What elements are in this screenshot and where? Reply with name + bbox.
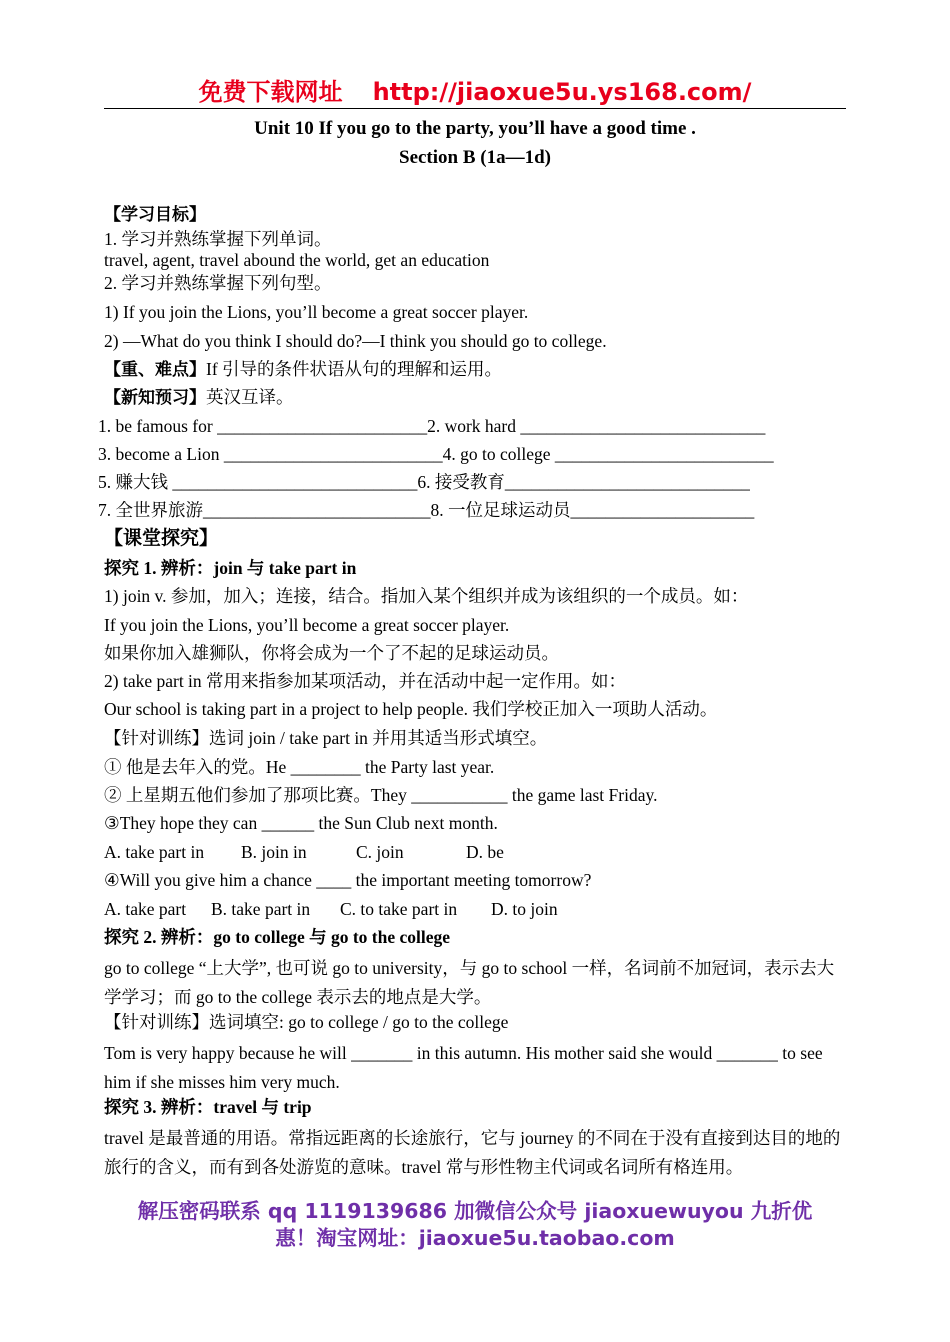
explore-3-title: 探究 3. 辨析：travel 与 trip — [104, 1097, 312, 1117]
key-points — [104, 358, 502, 381]
explore-1-exercise-heading: 【针对训练】选词 join / take part in 并用其适当形式填空。 — [104, 728, 548, 748]
explore-3-paragraph: travel 是最普通的用语。常指远距离的长途旅行，它与 journey 的不同在于没有直接到达目的地的旅行的含义，而有到各处游览的意味。travel 常与形性物主代词或名词所有格连用。 — [104, 1128, 841, 1177]
answer-option: D. be — [466, 842, 504, 862]
answer-option: D. to join — [491, 899, 558, 919]
preview-row — [98, 471, 750, 493]
preview-row — [98, 443, 774, 465]
header-banner — [104, 76, 846, 109]
answer-options — [104, 841, 504, 863]
header-label: 免费下载网址 — [198, 78, 343, 106]
preview-item: 1. be famous for ________________________ — [98, 416, 428, 436]
explore-1-line: Our school is taking part in a project to help people. 我们学校正加入一项助人活动。 — [104, 699, 718, 719]
answer-options — [104, 898, 558, 920]
goals-heading: 【学习目标】 — [104, 205, 206, 225]
answer-option: C. join — [356, 842, 404, 862]
goals-item-1: 1. 学习并熟练掌握下列单词。 — [104, 229, 332, 249]
answer-option: C. to take part in — [340, 899, 458, 919]
key-text: If 引导的条件状语从句的理解和运用。 — [206, 359, 503, 379]
answer-option: A. take part — [104, 899, 187, 919]
answer-option: B. join in — [241, 842, 307, 862]
key-heading: 【重、难点】 — [104, 360, 206, 380]
preview-heading: 【新知预习】 — [104, 388, 206, 408]
unit-title: Unit 10 If you go to the party, you’ll have a good time . — [254, 118, 696, 139]
preview-line — [104, 386, 294, 409]
explore-1-line: 1) join v. 参加，加入；连接，结合。指加入某个组织并成为该组织的一个成员。如： — [104, 586, 749, 606]
exercise-question: ① 他是去年入的党。He ________ the Party last year. — [104, 757, 495, 777]
header-url-link[interactable]: http://jiaoxue5u.ys168.com/ — [372, 78, 752, 106]
preview-item: 2. work hard ____________________________ — [427, 416, 766, 436]
preview-item: 6. 接受教育____________________________ — [417, 472, 750, 492]
preview-row — [98, 415, 765, 437]
preview-item: 4. go to college _________________________ — [442, 444, 774, 464]
goals-sentence-2: 2) —What do you think I should do?—I think you should go to college. — [104, 331, 607, 351]
explore-1-line: If you join the Lions, you’ll become a great soccer player. — [104, 615, 510, 635]
goals-item-2: 2. 学习并熟练掌握下列句型。 — [104, 273, 332, 293]
goals-sentence-1: 1) If you join the Lions, you’ll become a great soccer player. — [104, 302, 529, 322]
section-title: Section B (1a—1d) — [399, 147, 551, 168]
explore-2-title: 探究 2. 辨析：go to college 与 go to the college — [104, 927, 451, 947]
explore-2-exercise-heading: 【针对训练】选词填空: go to college / go to the college — [104, 1012, 509, 1032]
answer-option: A. take part in — [104, 842, 205, 862]
answer-option: B. take part in — [211, 899, 311, 919]
explore-1-line: 2) take part in 常用来指参加某项活动，并在活动中起一定作用。如： — [104, 671, 627, 691]
explore-heading: 【课堂探究】 — [104, 527, 219, 549]
exercise-question: ③They hope they can ______ the Sun Club next month. — [104, 813, 498, 833]
footer-line-1: 解压密码联系 qq 1119139686 加微信公众号 jiaoxuewuyou 九折优 — [137, 1199, 813, 1223]
preview-item: 5. 赚大钱 ____________________________ — [98, 472, 418, 492]
preview-row — [98, 499, 754, 521]
footer-promo — [104, 1198, 846, 1252]
explore-1-line: 如果你加入雄狮队，你将会成为一个了不起的足球运动员。 — [104, 643, 559, 663]
footer-line-2[interactable]: 惠！淘宝网址：jiaoxue5u.taobao.com — [275, 1226, 675, 1250]
explore-2-exercise: Tom is very happy because he will _______ in this autumn. His mother said she would _______ to see him if she misses him very much. — [104, 1043, 823, 1092]
preview-item: 3. become a Lion _________________________ — [98, 444, 443, 464]
preview-item: 8. 一位足球运动员_____________________ — [430, 500, 755, 520]
preview-item: 7. 全世界旅游__________________________ — [98, 500, 431, 520]
explore-1-title: 探究 1. 辨析：join 与 take part in — [104, 558, 357, 578]
goals-words: travel, agent, travel abound the world, get an education — [104, 250, 490, 270]
explore-2-paragraph: go to college “上大学”, 也可说 go to university，与 go to school 一样，名词前不加冠词，表示去大学学习；而 go to the college 表示去的地点是大学。 — [104, 958, 835, 1007]
exercise-question: ④Will you give him a chance ____ the important meeting tomorrow? — [104, 870, 592, 890]
preview-text: 英汉互译。 — [206, 387, 294, 407]
exercise-question: ② 上星期五他们参加了那项比赛。They ___________ the game last Friday. — [104, 785, 658, 805]
